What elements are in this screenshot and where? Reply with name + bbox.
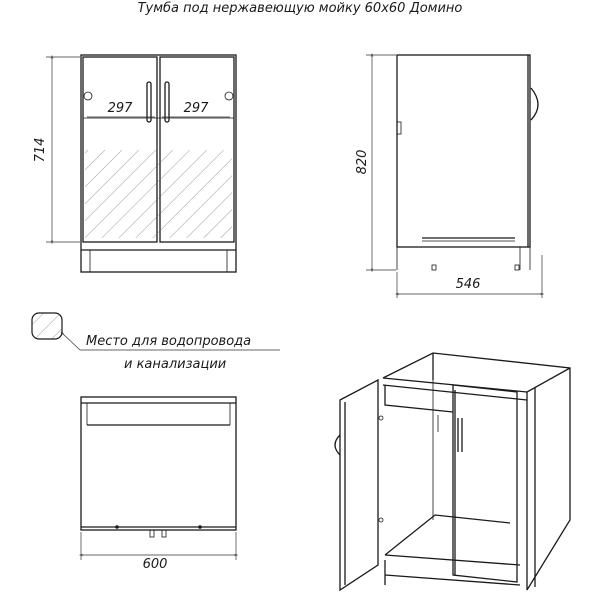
legend-hatch-swatch [32,313,62,339]
side-view [355,55,542,298]
plumbing-zone-hatch [85,150,232,238]
top-view [81,397,236,572]
legend-line-1: Место для водопровода [86,334,252,349]
legend-line-2: и канализации [124,357,227,372]
side-height-label: 820 [355,149,370,175]
isometric-view [335,353,570,590]
legend [32,313,280,372]
front-view [33,55,236,272]
left-handle [147,82,151,122]
side-depth-label: 546 [455,277,481,292]
top-width-label: 600 [142,557,168,572]
front-height-label: 714 [33,137,48,163]
left-door-width-label: 297 [107,101,133,116]
right-handle [165,82,169,122]
right-door-width-label: 297 [183,101,209,116]
drawing-title: Тумба под нержавеющую мойку 60х60 Домино [137,1,463,16]
